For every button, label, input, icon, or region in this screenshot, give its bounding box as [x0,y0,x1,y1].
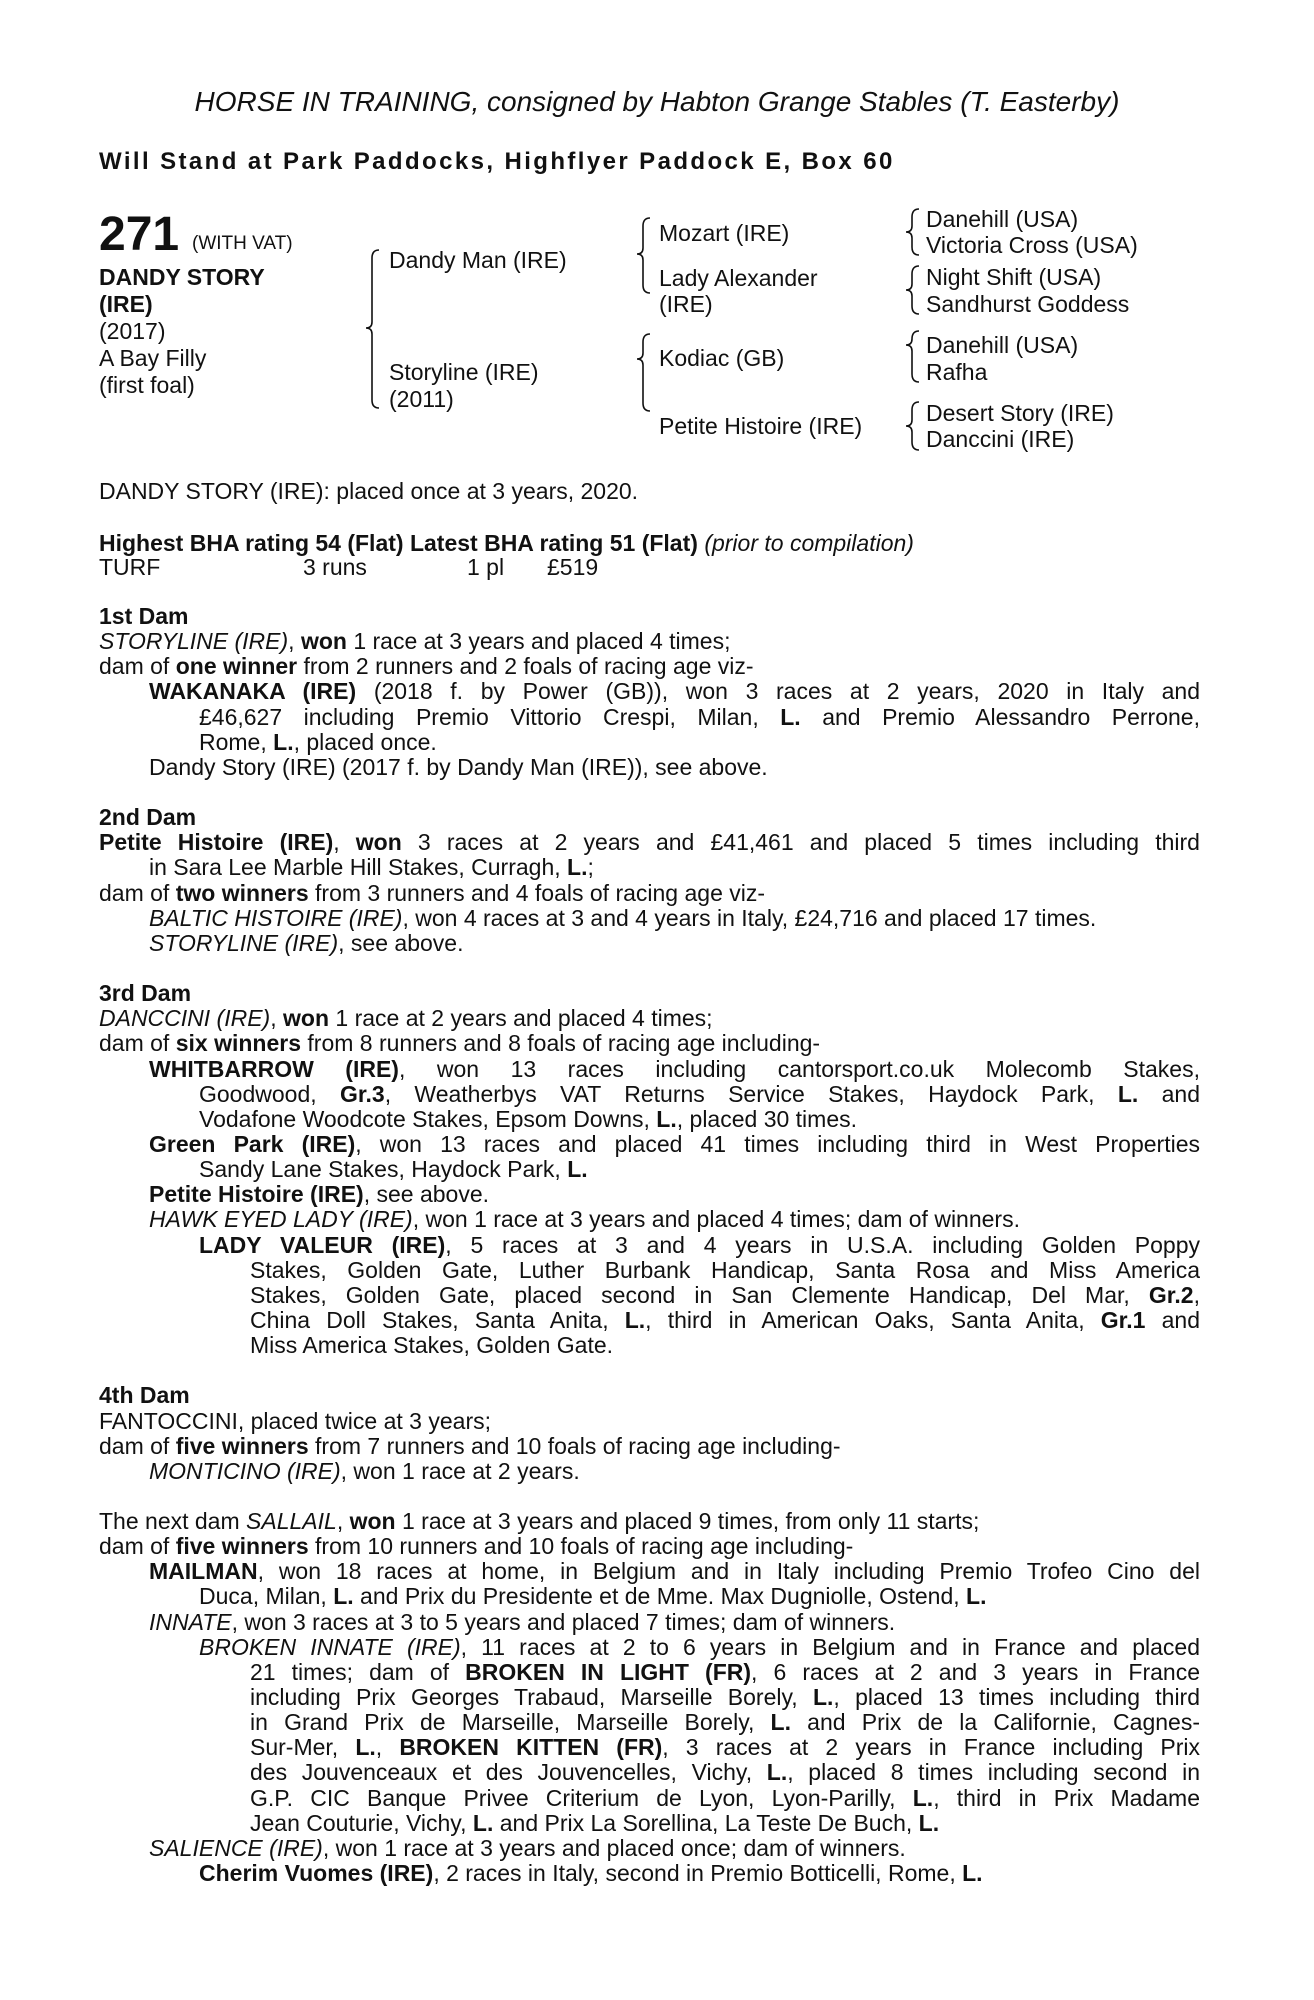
italic-text: INNATE [149,1608,232,1635]
text: dam of [99,653,176,680]
bold-text: Petite Histoire (IRE) [99,830,334,856]
bold-text: won [349,1508,396,1535]
text: dam of [99,1432,176,1459]
blank-line [99,1484,1200,1509]
text: 1 race at 2 years and placed 4 times; [329,1005,713,1032]
pedigree-text-line [99,931,1200,956]
text: , 2 races in Italy, second in Premio Botticelli, Rome, [433,1860,963,1887]
text: , 3 races at 2 years in France including Prix [662,1735,1200,1761]
pedigree-text-line [99,1786,1200,1811]
text: including Prix Georges Trabaud, Marseille Borely, [250,1685,813,1711]
pedigree-text-line [99,1333,1200,1358]
turf-surface: TURF [99,554,161,580]
brace-icon [906,209,919,255]
pedigree-text-line [99,881,1200,906]
text: China Doll Stakes, Santa Anita, [250,1307,625,1333]
text: des Jouvenceaux et des Jouvencelles, Vichy, [250,1760,767,1786]
bold-text: won [355,830,402,856]
pedigree-text-line [99,1233,1200,1258]
italic-text: MONTICINO (IRE) [149,1457,341,1484]
foal-note: (first foal) [99,372,195,398]
turf-placed: 1 pl [467,554,505,580]
pedigree-text-line [99,1710,1200,1735]
text: Vodafone Woodcote Stakes, Epsom Downs, [199,1105,657,1132]
text: Sandy Lane Stakes, Haydock Park, [199,1156,568,1183]
pedigree-text-line [99,1107,1200,1132]
pedigree-ancestor: Danehill (USA) [926,206,1079,232]
text: and Prix de la Californie, Cagnes- [791,1710,1200,1736]
italic-text: STORYLINE (IRE) [99,628,289,655]
bha-rating [99,529,914,557]
text: Jean Couturie, Vichy, [250,1809,473,1836]
pedigree-dam-year: (2011) [389,386,454,412]
text: , placed once. [293,728,437,755]
foal-year: (2017) [99,318,166,344]
blank-line [99,956,1200,981]
text: dam of [99,1030,176,1057]
bold-text: L. [567,1156,588,1183]
pedigree-ancestor: Night Shift (USA) [926,264,1102,290]
bold-text: L. [567,854,588,881]
text: , [1193,1282,1200,1308]
pedigree-text-line [99,1258,1200,1283]
bold-text: 4th Dam [99,1382,190,1409]
bold-text: L. [912,1785,934,1811]
text: , won 1 race at 3 years and placed once; dam of winners. [322,1834,906,1861]
bold-text: BROKEN IN LIGHT (FR) [465,1659,752,1685]
pedigree-dam: Storyline (IRE) [389,359,539,385]
text: , placed 13 times including third [833,1685,1200,1711]
pedigree-text-line [99,830,1200,855]
text: £46,627 including Premio Vittorio Crespi, Milan, [199,704,781,730]
bold-text: LADY VALEUR (IRE) [199,1232,446,1258]
text: Sur-Mer, [250,1735,356,1761]
section-heading [99,981,1200,1006]
text: from 8 runners and 8 foals of racing age including- [301,1030,821,1057]
section-heading [99,1383,1200,1408]
text: from 3 runners and 4 foals of racing age viz- [308,879,766,906]
text: , Weatherbys VAT Returns Service Stakes, Haydock Park, [384,1081,1118,1107]
pedigree-text-line [99,855,1200,880]
pedigree-text-line [99,1057,1200,1082]
text: , won 18 races at home, in Belgium and in Italy including Premio Trofeo Cino del [257,1559,1200,1585]
pedigree-text-line [99,1308,1200,1333]
bold-text: L. [918,1809,940,1836]
pedigree-sire-dam-suffix: (IRE) [659,291,713,317]
race-summary: DANDY STORY (IRE): placed once at 3 years, 2020. [99,478,639,504]
brace-icon [637,334,650,411]
pedigree-text-line [99,1760,1200,1785]
text: , won 1 race at 3 years and placed 4 times; dam of winners. [412,1206,1020,1233]
text: ; [587,854,594,881]
pedigree-text-line [99,705,1200,730]
pedigree-text-line [99,1509,1200,1534]
pedigree-text-line [99,1207,1200,1232]
pedigree-text-line [99,1660,1200,1685]
pedigree-ancestor: Danehill (USA) [926,332,1079,358]
text: and Prix La Sorellina, La Teste De Buch, [493,1809,919,1836]
text: in Sara Lee Marble Hill Stakes, Curragh, [149,854,568,881]
bold-text: won [300,628,347,655]
bold-text: two winners [175,879,309,906]
pedigree-text-line [99,1559,1200,1584]
pedigree-text-line [99,1836,1200,1861]
italic-text: HAWK EYED LADY (IRE) [149,1206,413,1233]
bold-text: L. [273,728,294,755]
pedigree-sire-sire: Mozart (IRE) [659,220,790,246]
catalogue-heading: HORSE IN TRAINING, consigned by Habton Grange Stables (T. Easterby) [194,86,1120,117]
bold-text: Cherim Vuomes (IRE) [199,1860,434,1887]
text: from 10 runners and 10 foals of racing age including- [308,1533,854,1560]
bold-text: L. [812,1685,834,1711]
text: , see above. [363,1181,490,1208]
bold-text: Green Park (IRE) [149,1131,356,1157]
bold-text: L. [962,1860,983,1887]
text: Duca, Milan, [199,1583,334,1610]
text: 1 race at 3 years and placed 4 times; [346,628,731,655]
blank-line [99,1358,1200,1383]
text: Rome, [199,728,274,755]
brace-icon [906,331,919,382]
section-heading [99,805,1200,830]
text: Miss America Stakes, Golden Gate. [250,1332,614,1359]
bold-text: 2nd Dam [99,804,197,831]
text: , [336,1508,350,1535]
pedigree-text-line [99,1082,1200,1107]
text: dam of [99,1533,176,1560]
text: , placed 8 times including second in [787,1760,1200,1786]
pedigree-text-line [99,1006,1200,1031]
turf-earnings: £519 [547,554,599,580]
italic-text: BALTIC HISTOIRE (IRE) [149,904,403,931]
bold-text: five winners [175,1432,309,1459]
text: , 11 races at 2 to 6 years in Belgium and in France and placed [460,1634,1200,1660]
text: , placed 30 times. [676,1105,858,1132]
text: G.P. CIC Banque Privee Criterium de Lyon, Lyon-Parilly, [250,1785,913,1811]
bold-text: L. [770,1710,791,1736]
pedigree-text-line [99,1861,1200,1886]
text: , won 4 races at 3 and 4 years in Italy, £24,716 and placed 17 times. [402,904,1097,931]
text: FANTOCCINI, placed twice at 3 years; [99,1407,491,1434]
vat-note: (WITH VAT) [192,233,293,254]
pedigree-text-line [99,629,1200,654]
bold-text: MAILMAN [149,1559,258,1585]
blank-line [99,780,1200,805]
text: Stakes, Golden Gate, Luther Burbank Handicap, Santa Rosa and Miss America [250,1257,1200,1283]
text: , [375,1735,400,1761]
pedigree-text-line [99,1031,1200,1056]
bold-text: won [283,1005,330,1032]
bold-text: BROKEN KITTEN (FR) [399,1735,663,1761]
text: and [1145,1307,1200,1333]
text: , won 13 races and placed 41 times including third in West Properties [355,1131,1200,1157]
bold-text: WHITBARROW (IRE) [149,1056,399,1082]
bha-rating-note: (prior to compilation) [704,530,914,556]
pedigree-text-line [99,1811,1200,1836]
bold-text: L. [472,1809,494,1836]
pedigree-text-line [99,679,1200,704]
pedigree-text-line [99,1182,1200,1207]
pedigree-sire-dam: Lady Alexander [659,265,818,291]
text: , won 13 races including cantorsport.co.uk Molecomb Stakes, [398,1056,1200,1082]
text: and [1138,1081,1200,1107]
pedigree-text-line [99,730,1200,755]
pedigree-text-line [99,1584,1200,1609]
pedigree-ancestor: Victoria Cross (USA) [926,232,1138,258]
bold-text: L. [780,704,801,730]
pedigree-text-line [99,1283,1200,1308]
text: dam of [99,879,176,906]
italic-text: STORYLINE (IRE) [149,929,339,956]
pedigree-text-line [99,654,1200,679]
bold-text: Gr.3 [339,1081,385,1107]
brace-icon [366,250,379,408]
text: 21 times; dam of [250,1659,466,1685]
pedigree-ancestor: Danccini (IRE) [926,426,1075,452]
text: Stakes, Golden Gate, placed second in San Clemente Handicap, Del Mar, [250,1282,1149,1308]
brace-icon [906,402,919,450]
text: , 6 races at 2 and 3 years in France [751,1659,1200,1685]
lot-number: 271 [99,208,180,261]
text: , [288,628,301,655]
bold-text: L. [1117,1081,1139,1107]
bold-text: L. [966,1583,987,1610]
pedigree-text-line [99,1735,1200,1760]
pedigree-text-line [99,1409,1200,1434]
pedigree-dam-sire: Kodiac (GB) [659,345,785,371]
bold-text: L. [333,1583,354,1610]
text: , won 1 race at 2 years. [340,1457,580,1484]
italic-text: BROKEN INNATE (IRE) [199,1634,461,1660]
bold-text: Gr.2 [1148,1282,1194,1308]
pedigree-text-line [99,1157,1200,1182]
italic-text: DANCCINI (IRE) [99,1005,271,1032]
pedigree-ancestor: Rafha [926,359,988,385]
bold-text: Gr.1 [1100,1307,1146,1333]
bold-text: L. [624,1307,646,1333]
pedigree-ancestor: Desert Story (IRE) [926,400,1114,426]
pedigree-text-line [99,1635,1200,1660]
pedigree-text-line [99,1534,1200,1559]
text: , third in American Oaks, Santa Anita, [645,1307,1101,1333]
bold-text: 1st Dam [99,603,189,629]
pedigree-text-line [99,1132,1200,1157]
dam-line-details [99,604,1200,1886]
horse-name: DANDY STORY [99,264,265,290]
brace-icon [906,266,919,314]
pedigree-text-line [99,1685,1200,1710]
text: , [270,1005,284,1032]
text: and Premio Alessandro Perrone, [800,704,1200,730]
text: from 2 runners and 2 foals of racing age viz- [297,653,754,680]
section-heading [99,604,1200,629]
pedigree-text-line [99,1459,1200,1484]
bold-text: 3rd Dam [99,980,192,1007]
turf-runs: 3 runs [303,554,367,580]
bha-rating-text: Highest BHA rating 54 (Flat) Latest BHA rating 51 (Flat) [99,530,698,556]
text: Dandy Story (IRE) (2017 f. by Dandy Man (IRE)), see above. [149,753,768,780]
pedigree-dam-dam: Petite Histoire (IRE) [659,413,863,439]
bold-text: L. [656,1105,677,1132]
text: from 7 runners and 10 foals of racing age including- [308,1432,841,1459]
pedigree-ancestor: Sandhurst Goddess [926,291,1130,317]
text: , 5 races at 3 and 4 years in U.S.A. including Golden Poppy [445,1232,1200,1258]
brace-icon [637,218,650,293]
bold-text: six winners [175,1030,301,1057]
bold-text: one winner [175,653,298,680]
bold-text: Petite Histoire (IRE) [149,1181,364,1208]
bold-text: L. [766,1760,788,1786]
pedigree-text-line [99,1610,1200,1635]
text: (2018 f. by Power (GB)), won 3 races at 2 years, 2020 in Italy and [356,679,1200,705]
text: The next dam [99,1508,247,1535]
italic-text: SALLAIL [246,1508,337,1535]
horse-description: A Bay Filly [99,345,207,371]
text: , [333,830,356,856]
pedigree-text-line [99,755,1200,780]
horse-suffix: (IRE) [99,291,153,317]
pedigree-text-line [99,906,1200,931]
text: Goodwood, [199,1081,340,1107]
bold-text: WAKANAKA (IRE) [149,679,357,705]
text: and Prix du Presidente et de Mme. Max Dugniolle, Ostend, [353,1583,967,1610]
text: 1 race at 3 years and placed 9 times, from only 11 starts; [395,1508,980,1535]
text: in Grand Prix de Marseille, Marseille Borely, [250,1710,771,1736]
italic-text: SALIENCE (IRE) [149,1834,323,1861]
bold-text: L. [355,1735,376,1761]
stabling-location: Will Stand at Park Paddocks, Highflyer Paddock E, Box 60 [99,148,895,175]
bold-text: five winners [175,1533,309,1560]
text: 3 races at 2 years and £41,461 and placed 5 times including third [401,830,1200,856]
text: , third in Prix Madame [933,1785,1200,1811]
pedigree-sire: Dandy Man (IRE) [389,247,567,273]
text: , won 3 races at 3 to 5 years and placed 7 times; dam of winners. [231,1608,896,1635]
text: , see above. [338,929,464,956]
pedigree-text-line [99,1434,1200,1459]
